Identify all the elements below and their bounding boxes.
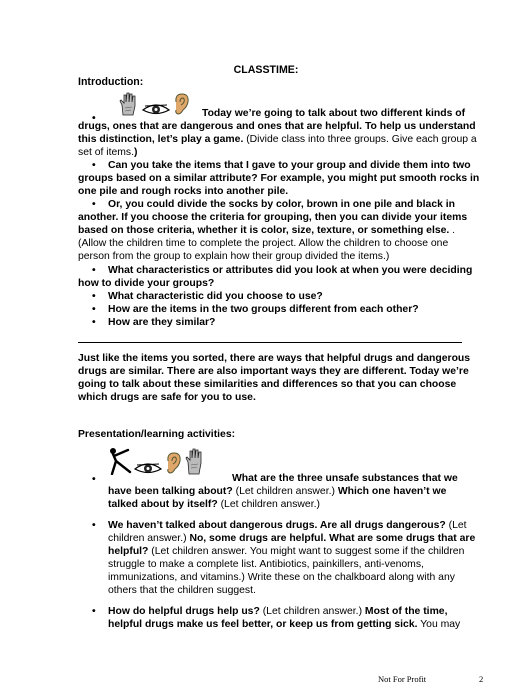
eye-icon [142,102,170,116]
activity-bold-text: No, some drugs are helpful. What are some drugs that are [189,533,476,544]
bullet: • [92,291,96,302]
activity-plain-text: (Let children answer.) [217,499,320,510]
ear-icon [172,92,190,116]
hand-icon [184,447,206,475]
activity-line: others that the children suggest. [108,585,256,596]
activity-plain-text: (Let children answer.) [259,606,365,617]
activity-bold-text: Which one haven’t we [337,486,447,497]
activity-bold-text: We haven’t talked about dangerous drugs. Are all drugs dangerous? [108,520,446,531]
eye-icon [134,461,162,475]
activity-line [108,485,484,498]
activity-plain-text: (Let children answer.) [232,486,338,497]
footer-text: Not For Profit [378,674,427,684]
activity-bold-text: have been talking about? [108,486,233,497]
activity-line [108,498,484,511]
activity-line: struggle to make a complete list. Antibiotics, painkillers, anti-venoms, [108,559,424,570]
intro-line [78,146,484,159]
divider [78,342,462,343]
activity-bold-text: Most of the time, [364,606,448,617]
bullet: • [92,606,96,617]
person-stretching-icon [108,447,132,475]
bullet: • [92,199,96,210]
intro-line [78,120,484,133]
activity-bold-text: How do helpful drugs help us? [108,606,260,617]
activity-line [108,532,484,545]
activity-plain-text: children answer.) [108,533,190,544]
intro-line: What characteristic did you choose to use? [108,291,323,302]
bullet: • [92,520,96,531]
activity-line [108,618,484,631]
activity-bold-text: helpful? [108,546,149,557]
introduction-heading: Introduction: [78,76,144,88]
intro-line: how to divide your groups? [78,278,215,289]
senses-icons [118,92,190,116]
paragraph-line: drugs are similar. There are also important ways they are different. Today we’re [78,366,469,377]
activity-line: What are the three unsafe substances that we [232,473,458,484]
bullet: • [92,304,96,315]
intro-line: What characteristics or attributes did you look at when you were deciding [108,265,473,276]
intro-bold-text: drugs, ones that are dangerous and ones that are helpful. To help us understand [78,121,476,132]
intro-plain-text: set of items. [78,147,135,158]
ear-icon [164,451,182,475]
intro-bold-text: based on those criteria, whether it is color, size, texture, or something else. [78,225,450,236]
intro-line: Today we’re going to talk about two different kinds of [202,108,466,119]
activity-line: immunizations, and vitamins.) Write these on the chalkboard along with any [108,572,455,583]
activity-plain-text: (Let children answer. You might want to suggest some if the children [148,546,465,557]
intro-line [78,133,484,146]
activity-bold-text: talked about by itself? [108,499,218,510]
intro-line: How are they similar? [108,317,216,328]
intro-line [78,224,484,237]
paragraph-line: going to talk about these similarities and differences so that you can choose [78,379,457,390]
activity-line [108,605,484,618]
intro-line: one pile and rough rocks into another pile. [78,186,289,197]
bullet: • [92,265,96,276]
intro-line: How are the items in the two groups different from each other? [108,304,419,315]
intro-line: Or, you could divide the socks by color, brown in one pile and black in [108,199,455,210]
activity-bold-text: helpful drugs make us feel better, or keep us from getting sick. [108,619,418,630]
bullet: • [92,474,96,485]
intro-bold-text: this distinction, let’s play a game. [78,134,244,145]
intro-line: Can you take the items that I gave to your group and divide them into two [108,160,471,171]
page-number: 2 [479,674,484,684]
bullet: • [92,113,96,124]
activity-icons [108,447,206,475]
intro-line: (Allow the children time to complete the project. Allow the children to choose one [78,238,449,249]
presentation-heading: Presentation/learning activities: [78,429,236,440]
bullet: • [92,160,96,171]
paragraph-line: which drugs are safe for you to use. [78,392,256,403]
activity-plain-text: You may [417,619,461,630]
activity-plain-text: (Let [445,520,467,531]
bullet: • [92,317,96,328]
activity-line [108,519,484,532]
intro-plain-text: . [449,225,456,236]
paragraph-line: Just like the items you sorted, there are ways that helpful drugs and dangerous [78,353,471,364]
intro-bold-text: ) [134,147,138,158]
activity-line [108,545,484,558]
hand-icon [118,92,140,116]
intro-line: groups based on a similar attribute? For example, you might put smooth rocks in [78,173,480,184]
intro-plain-text: (Divide class into three groups. Give each group a [243,134,477,145]
intro-line: person from the group to explain how their group divided the items.) [78,251,390,262]
intro-line: another. If you choose the criteria for grouping, then you can divide your items [78,212,468,223]
page-heading: CLASSTIME: [233,64,299,76]
